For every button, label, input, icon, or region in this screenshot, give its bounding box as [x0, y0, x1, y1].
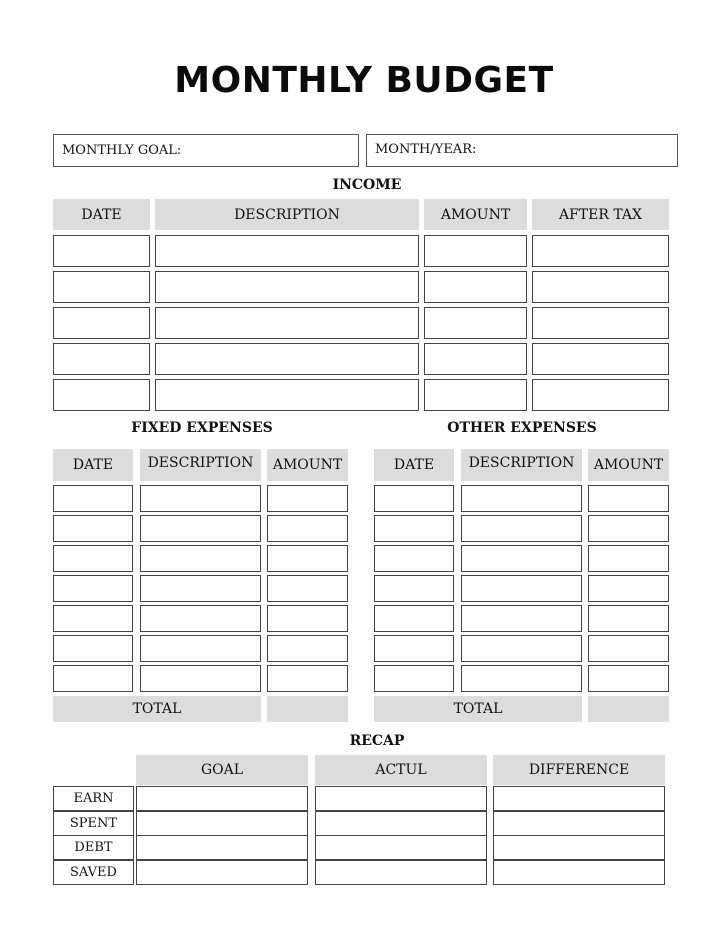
income-cell-date[interactable] [53, 379, 150, 411]
other-cell-amount[interactable] [588, 515, 669, 542]
other-cell-date[interactable] [374, 605, 454, 632]
income-cell-after-tax[interactable] [532, 235, 669, 267]
fixed-cell-description[interactable] [140, 635, 261, 662]
recap-row-label-earn: EARN [53, 786, 134, 811]
recap-cell-saved-goal[interactable] [136, 860, 308, 885]
income-cell-after-tax[interactable] [532, 379, 669, 411]
income-cell-description[interactable] [155, 307, 419, 339]
recap-cell-debt-goal[interactable] [136, 835, 308, 860]
other-cell-description[interactable] [461, 485, 582, 512]
other-cell-date[interactable] [374, 635, 454, 662]
fixed-expenses-title: FIXED EXPENSES [131, 420, 273, 436]
other-cell-description[interactable] [461, 545, 582, 572]
monthly-goal-label: MONTHLY GOAL: [62, 143, 182, 158]
income-cell-amount[interactable] [424, 379, 527, 411]
income-title: INCOME [332, 177, 402, 193]
recap-row-label-spent: SPENT [53, 811, 134, 836]
recap-title: RECAP [349, 733, 405, 749]
recap-header-actual: ACTUL [315, 755, 487, 785]
other-cell-date[interactable] [374, 545, 454, 572]
income-cell-after-tax[interactable] [532, 271, 669, 303]
fixed-cell-amount[interactable] [267, 515, 348, 542]
fixed-cell-description[interactable] [140, 665, 261, 692]
fixed-cell-description[interactable] [140, 545, 261, 572]
other-cell-amount[interactable] [588, 605, 669, 632]
recap-cell-spent-goal[interactable] [136, 811, 308, 836]
income-header-description: DESCRIPTION [155, 199, 419, 230]
other-header-date: DATE [374, 449, 454, 481]
recap-row-label-saved: SAVED [53, 860, 134, 885]
income-cell-amount[interactable] [424, 235, 527, 267]
fixed-cell-description[interactable] [140, 575, 261, 602]
page-title: MONTHLY BUDGET [174, 60, 554, 101]
other-cell-date[interactable] [374, 575, 454, 602]
income-cell-description[interactable] [155, 343, 419, 375]
income-header-after-tax: AFTER TAX [532, 199, 669, 230]
fixed-cell-amount[interactable] [267, 635, 348, 662]
fixed-cell-amount[interactable] [267, 665, 348, 692]
income-cell-amount[interactable] [424, 343, 527, 375]
other-expenses-title: OTHER EXPENSES [447, 420, 597, 436]
fixed-cell-amount[interactable] [267, 485, 348, 512]
recap-cell-debt-actual[interactable] [315, 835, 487, 860]
other-cell-amount[interactable] [588, 635, 669, 662]
recap-header-goal: GOAL [136, 755, 308, 785]
other-cell-date[interactable] [374, 665, 454, 692]
fixed-cell-description[interactable] [140, 485, 261, 512]
fixed-cell-amount[interactable] [267, 545, 348, 572]
fixed-cell-date[interactable] [53, 575, 133, 602]
month-year-field[interactable] [366, 134, 678, 167]
fixed-cell-date[interactable] [53, 485, 133, 512]
other-cell-description[interactable] [461, 575, 582, 602]
income-cell-description[interactable] [155, 235, 419, 267]
recap-cell-spent-actual[interactable] [315, 811, 487, 836]
income-cell-description[interactable] [155, 379, 419, 411]
recap-cell-saved-difference[interactable] [493, 860, 665, 885]
fixed-total-label: TOTAL [53, 696, 261, 722]
income-header-amount: AMOUNT [424, 199, 527, 230]
other-header-amount: AMOUNT [588, 449, 669, 481]
month-year-label: MONTH/YEAR: [375, 142, 477, 157]
income-cell-description[interactable] [155, 271, 419, 303]
fixed-header-amount: AMOUNT [267, 449, 348, 481]
income-cell-date[interactable] [53, 307, 150, 339]
recap-cell-spent-difference[interactable] [493, 811, 665, 836]
other-total-label: TOTAL [374, 696, 582, 722]
income-header-date: DATE [53, 199, 150, 230]
fixed-cell-date[interactable] [53, 545, 133, 572]
recap-cell-earn-goal[interactable] [136, 786, 308, 811]
fixed-cell-date[interactable] [53, 635, 133, 662]
income-cell-date[interactable] [53, 235, 150, 267]
other-cell-description[interactable] [461, 605, 582, 632]
other-cell-description[interactable] [461, 665, 582, 692]
recap-cell-saved-actual[interactable] [315, 860, 487, 885]
other-cell-amount[interactable] [588, 485, 669, 512]
fixed-cell-amount[interactable] [267, 575, 348, 602]
fixed-cell-description[interactable] [140, 605, 261, 632]
other-total-value[interactable] [588, 696, 669, 722]
fixed-cell-date[interactable] [53, 515, 133, 542]
fixed-cell-date[interactable] [53, 605, 133, 632]
other-cell-date[interactable] [374, 485, 454, 512]
other-cell-description[interactable] [461, 635, 582, 662]
other-header-description: DESCRIPTION [461, 449, 582, 481]
other-cell-amount[interactable] [588, 575, 669, 602]
monthly-goal-field[interactable] [53, 134, 359, 167]
fixed-cell-description[interactable] [140, 515, 261, 542]
fixed-header-description: DESCRIPTION [140, 449, 261, 481]
recap-cell-debt-difference[interactable] [493, 835, 665, 860]
income-cell-date[interactable] [53, 271, 150, 303]
recap-row-label-debt: DEBT [53, 835, 134, 860]
fixed-header-date: DATE [53, 449, 133, 481]
income-cell-date[interactable] [53, 343, 150, 375]
recap-cell-earn-actual[interactable] [315, 786, 487, 811]
income-cell-after-tax[interactable] [532, 343, 669, 375]
fixed-cell-amount[interactable] [267, 605, 348, 632]
income-cell-after-tax[interactable] [532, 307, 669, 339]
income-cell-amount[interactable] [424, 271, 527, 303]
other-cell-description[interactable] [461, 515, 582, 542]
recap-header-difference: DIFFERENCE [493, 755, 665, 785]
fixed-cell-date[interactable] [53, 665, 133, 692]
recap-cell-earn-difference[interactable] [493, 786, 665, 811]
fixed-total-value[interactable] [267, 696, 348, 722]
other-cell-amount[interactable] [588, 665, 669, 692]
income-cell-amount[interactable] [424, 307, 527, 339]
other-cell-amount[interactable] [588, 545, 669, 572]
other-cell-date[interactable] [374, 515, 454, 542]
